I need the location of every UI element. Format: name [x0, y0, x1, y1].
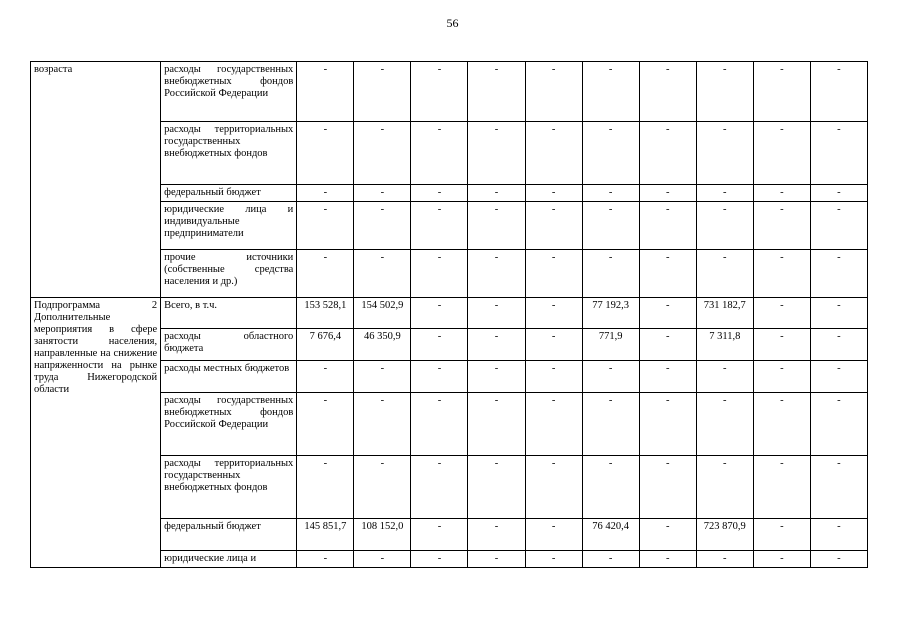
value-cell: -	[411, 298, 468, 329]
value-cell: -	[468, 393, 525, 456]
value-cell: -	[582, 456, 639, 519]
value-cell: -	[354, 185, 411, 202]
value-cell: -	[810, 551, 867, 568]
value-cell: -	[411, 361, 468, 393]
value-cell: 77 192,3	[582, 298, 639, 329]
value-cell: -	[297, 456, 354, 519]
value-cell: -	[411, 202, 468, 250]
value-cell: 153 528,1	[297, 298, 354, 329]
funding-source-cell: юридические лица и	[161, 551, 297, 568]
value-cell: -	[639, 250, 696, 298]
value-cell: -	[582, 122, 639, 185]
value-cell: -	[753, 250, 810, 298]
value-cell: -	[354, 393, 411, 456]
value-cell: -	[468, 551, 525, 568]
value-cell: -	[468, 298, 525, 329]
value-cell: -	[582, 551, 639, 568]
value-cell: -	[810, 298, 867, 329]
value-cell: -	[696, 185, 753, 202]
value-cell: -	[753, 185, 810, 202]
program-name-cell: возраста	[31, 62, 161, 298]
value-cell: -	[696, 456, 753, 519]
value-cell: -	[639, 361, 696, 393]
value-cell: -	[810, 393, 867, 456]
value-cell: 723 870,9	[696, 519, 753, 551]
funding-source-cell: расходы государственных внебюджетных фондов Российской Федерации	[161, 62, 297, 122]
value-cell: -	[525, 393, 582, 456]
value-cell: -	[753, 551, 810, 568]
value-cell: -	[468, 202, 525, 250]
value-cell: -	[696, 393, 753, 456]
value-cell: -	[468, 185, 525, 202]
value-cell: -	[525, 122, 582, 185]
program-name-cell: Подпрограмма 2 Дополнительные мероприятия в сфере занятости населения, направленные на снижение напряженности на рынке труда Нижегородской области	[31, 298, 161, 568]
value-cell: -	[525, 329, 582, 361]
value-cell: -	[810, 519, 867, 551]
value-cell: 731 182,7	[696, 298, 753, 329]
value-cell: -	[297, 551, 354, 568]
value-cell: -	[468, 456, 525, 519]
value-cell: -	[411, 62, 468, 122]
value-cell: -	[411, 329, 468, 361]
value-cell: -	[639, 122, 696, 185]
table-row	[31, 298, 868, 329]
value-cell: -	[525, 298, 582, 329]
value-cell: -	[639, 393, 696, 456]
value-cell: -	[582, 62, 639, 122]
value-cell: -	[639, 202, 696, 250]
funding-table	[30, 61, 868, 568]
value-cell: -	[696, 62, 753, 122]
value-cell: 771,9	[582, 329, 639, 361]
funding-source-cell: расходы территориальных государственных внебюджетных фондов	[161, 122, 297, 185]
value-cell: -	[696, 551, 753, 568]
value-cell: -	[753, 519, 810, 551]
value-cell: -	[411, 456, 468, 519]
value-cell: -	[525, 202, 582, 250]
value-cell: -	[810, 202, 867, 250]
value-cell: -	[696, 361, 753, 393]
funding-source-cell: расходы областного бюджета	[161, 329, 297, 361]
value-cell: -	[297, 361, 354, 393]
funding-source-cell: прочие источники (собственные средства населения и др.)	[161, 250, 297, 298]
value-cell: -	[411, 122, 468, 185]
value-cell: -	[810, 361, 867, 393]
value-cell: -	[525, 456, 582, 519]
value-cell: -	[411, 250, 468, 298]
value-cell: -	[582, 185, 639, 202]
value-cell: -	[753, 298, 810, 329]
value-cell: -	[696, 202, 753, 250]
value-cell: -	[753, 62, 810, 122]
value-cell: -	[582, 250, 639, 298]
value-cell: -	[354, 202, 411, 250]
value-cell: -	[525, 551, 582, 568]
funding-source-cell: расходы местных бюджетов	[161, 361, 297, 393]
value-cell: -	[411, 393, 468, 456]
value-cell: -	[468, 361, 525, 393]
value-cell: 7 676,4	[297, 329, 354, 361]
value-cell: -	[753, 456, 810, 519]
value-cell: 7 311,8	[696, 329, 753, 361]
value-cell: -	[696, 122, 753, 185]
value-cell: -	[639, 298, 696, 329]
value-cell: 46 350,9	[354, 329, 411, 361]
value-cell: -	[639, 519, 696, 551]
value-cell: 108 152,0	[354, 519, 411, 551]
value-cell: -	[297, 202, 354, 250]
funding-source-cell: федеральный бюджет	[161, 185, 297, 202]
value-cell: -	[468, 122, 525, 185]
value-cell: -	[639, 62, 696, 122]
value-cell: -	[525, 62, 582, 122]
value-cell: -	[810, 456, 867, 519]
value-cell: -	[297, 393, 354, 456]
value-cell: -	[582, 361, 639, 393]
value-cell: -	[411, 185, 468, 202]
value-cell: -	[582, 393, 639, 456]
value-cell: -	[468, 62, 525, 122]
value-cell: -	[354, 551, 411, 568]
value-cell: -	[525, 250, 582, 298]
value-cell: -	[753, 329, 810, 361]
value-cell: -	[753, 361, 810, 393]
value-cell: -	[297, 250, 354, 298]
value-cell: 154 502,9	[354, 298, 411, 329]
value-cell: -	[354, 62, 411, 122]
value-cell: -	[468, 329, 525, 361]
value-cell: -	[525, 519, 582, 551]
table-row	[31, 62, 868, 122]
value-cell: -	[297, 122, 354, 185]
value-cell: -	[639, 551, 696, 568]
value-cell: -	[696, 250, 753, 298]
value-cell: -	[354, 456, 411, 519]
value-cell: -	[810, 329, 867, 361]
value-cell: -	[297, 185, 354, 202]
value-cell: -	[810, 250, 867, 298]
value-cell: -	[411, 519, 468, 551]
value-cell: -	[354, 361, 411, 393]
funding-source-cell: Всего, в т.ч.	[161, 298, 297, 329]
value-cell: -	[468, 250, 525, 298]
value-cell: -	[297, 62, 354, 122]
value-cell: -	[753, 122, 810, 185]
funding-source-cell: расходы государственных внебюджетных фондов Российской Федерации	[161, 393, 297, 456]
funding-source-cell: расходы территориальных государственных внебюджетных фондов	[161, 456, 297, 519]
funding-source-cell: федеральный бюджет	[161, 519, 297, 551]
value-cell: -	[354, 122, 411, 185]
value-cell: -	[810, 185, 867, 202]
funding-source-cell: юридические лица и индивидуальные предприниматели	[161, 202, 297, 250]
value-cell: -	[468, 519, 525, 551]
value-cell: -	[639, 329, 696, 361]
value-cell: -	[753, 393, 810, 456]
value-cell: -	[525, 185, 582, 202]
value-cell: 145 851,7	[297, 519, 354, 551]
value-cell: -	[639, 185, 696, 202]
value-cell: -	[810, 62, 867, 122]
page-number: 56	[446, 16, 459, 30]
value-cell: -	[411, 551, 468, 568]
value-cell: -	[354, 250, 411, 298]
value-cell: 76 420,4	[582, 519, 639, 551]
value-cell: -	[582, 202, 639, 250]
value-cell: -	[639, 456, 696, 519]
value-cell: -	[525, 361, 582, 393]
value-cell: -	[753, 202, 810, 250]
value-cell: -	[810, 122, 867, 185]
